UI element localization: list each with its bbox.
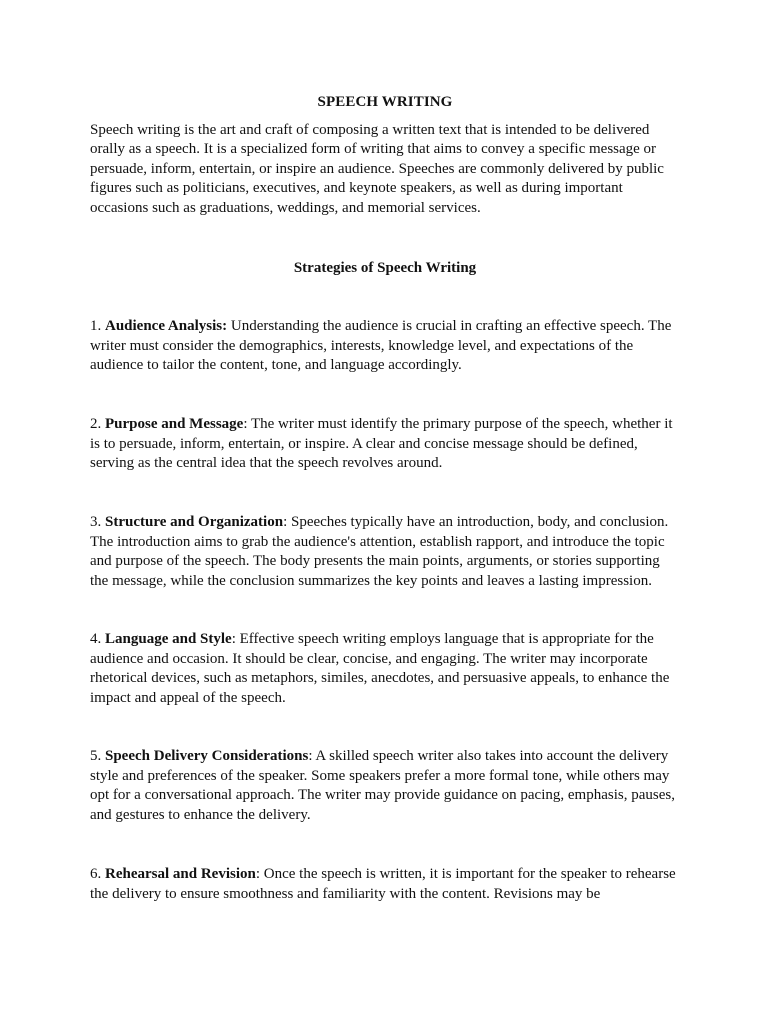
- strategy-item-4: [90, 630, 680, 708]
- strategy-number: 1.: [90, 318, 105, 334]
- intro-paragraph: Speech writing is the art and craft of composing a written text that is intended to be delivered orally as a speech. It is a specialized form of writing that aims to convey a specific message or persuade, inform, entertain, or inspire an audience. Speeches are commonly delivered by public figures such as politicians, executives, and keynote speakers, as well as during important occasions such as graduations, weddings, and memorial services.: [90, 121, 664, 216]
- strategy-heading: Rehearsal and Revision: [105, 866, 256, 882]
- strategy-number: 3.: [90, 514, 105, 530]
- strategy-text: : Speeches typically have an introduction, body, and conclusion. The introduction aims to grab the audience's attention, establish rapport, and introduce the topic and purpose of the speech. The body presents the main points, arguments, or stories supporting the message, while the conclusion summarizes the key points and leaves a lasting impression.: [90, 514, 669, 589]
- strategy-text: Understanding the audience is crucial in crafting an effective speech. The writer must consider the demographics, interests, knowledge level, and expectations of the audience to tailor the content, tone, and language accordingly.: [90, 318, 672, 373]
- strategy-heading: Structure and Organization: [105, 514, 284, 530]
- strategy-number: 5.: [90, 748, 105, 764]
- strategy-item-1: [90, 317, 680, 376]
- strategy-text: : A skilled speech writer also takes into account the delivery style and preferences of the speaker. Some speakers prefer a more formal tone, while others may opt for a conversational approach. The writer may provide guidance on pacing, emphasis, pauses, and gestures to enhance the delivery.: [90, 748, 675, 823]
- strategy-heading: Language and Style: [105, 631, 232, 647]
- strategy-heading: Speech Delivery Considerations: [105, 748, 309, 764]
- strategy-heading: Purpose and Message: [105, 416, 244, 432]
- strategy-number: 6.: [90, 866, 105, 882]
- document-content: [90, 93, 680, 902]
- strategy-item-3: [90, 513, 680, 591]
- strategy-text: : Effective speech writing employs language that is appropriate for the audience and occasion. It should be clear, concise, and engaging. The writer may incorporate rhetorical devices, such as metaphors, similes, anecdotes, and persuasive appeals, to enhance the impact and appeal of the speech.: [90, 631, 670, 706]
- strategy-number: 2.: [90, 416, 105, 432]
- strategy-text: : Once the speech is written, it is important for the speaker to rehearse the delivery to ensure smoothness and familiarity with the content. Revisions may be: [90, 866, 676, 902]
- strategy-number: 4.: [90, 631, 105, 647]
- document-title: SPEECH WRITING: [317, 94, 453, 110]
- strategy-text: : The writer must identify the primary purpose of the speech, whether it is to persuade, inform, entertain, or inspire. A clear and concise message should be defined, serving as the central idea that the speech revolves around.: [90, 416, 673, 471]
- strategy-heading: Audience Analysis:: [105, 318, 228, 334]
- strategy-item-2: [90, 415, 680, 474]
- strategy-item-6: [90, 865, 680, 904]
- strategy-item-5: [90, 747, 680, 825]
- section-subtitle: Strategies of Speech Writing: [293, 260, 477, 276]
